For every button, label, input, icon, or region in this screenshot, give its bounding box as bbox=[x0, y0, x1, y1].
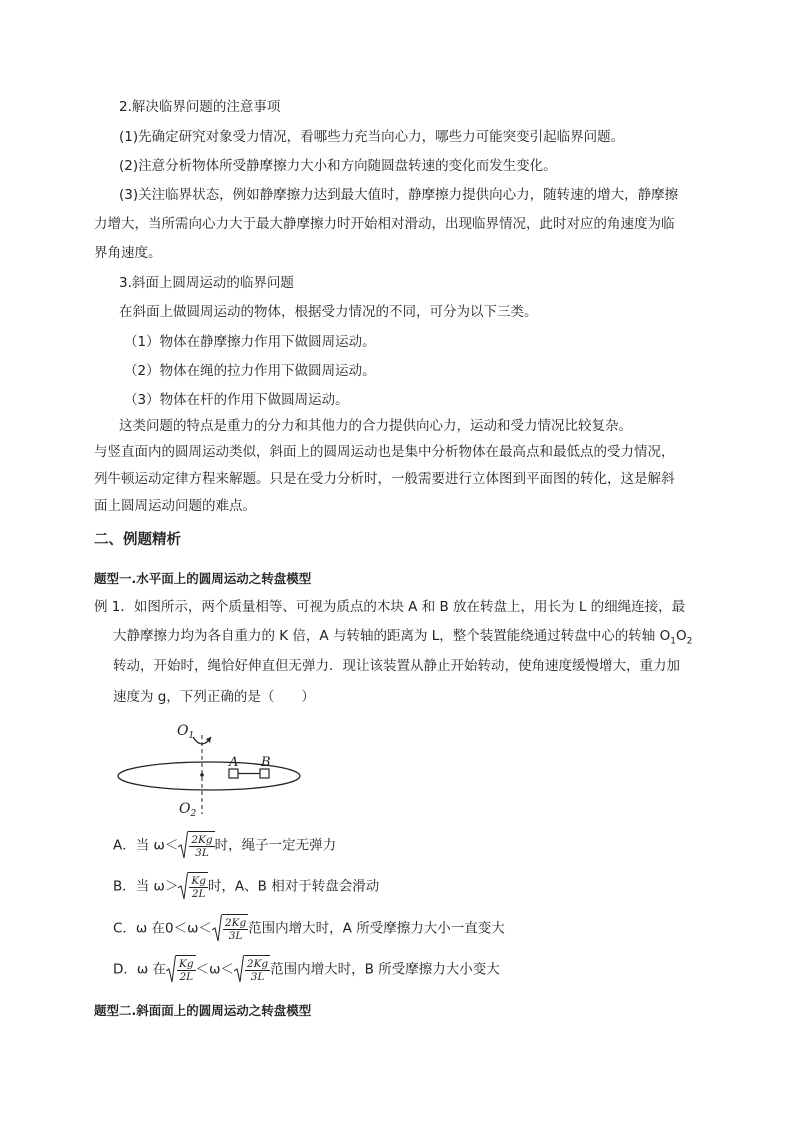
sqrt-kg-2l: $\frac{Kg}{2L}$ bbox=[178, 872, 208, 901]
paragraph-3-line-1: (3)关注临界状态，例如静摩擦力达到最大值时，静摩擦力提供向心力，随转速的增大，静摩擦 bbox=[119, 187, 679, 203]
question-type-2-title: 题型二.斜面面上的圆周运动之转盘模型 bbox=[94, 1003, 312, 1018]
block-a-label: A bbox=[229, 755, 239, 770]
paragraph-6-line-2: 列牛顿运动定律方程来解题。只是在受力分析时，一般需要进行立体图到平面图的转化，这是解斜 bbox=[94, 471, 675, 487]
heading-incline-critical: 3.斜面上圆周运动的临界问题 bbox=[119, 275, 294, 291]
example-1-line-3: 转动，开始时，绳恰好伸直但无弹力．现让该装置从静止开始转动，使角速度缓慢增大，重力加 bbox=[113, 658, 680, 674]
center-point bbox=[200, 773, 204, 777]
sqrt-2kg-3l: $\frac{2Kg}{3L}$ bbox=[212, 914, 248, 943]
question-type-1-title: 题型一.水平面上的圆周运动之转盘模型 bbox=[94, 571, 312, 586]
paragraph-5: 这类问题的特点是重力的分力和其他力的合力提供向心力，运动和受力情况比较复杂。 bbox=[119, 418, 632, 434]
list-item-2: （2）物体在绳的拉力作用下做圆周运动。 bbox=[124, 363, 376, 379]
sqrt-2kg-3l: $\frac{2Kg}{3L}$ bbox=[234, 955, 270, 984]
paragraph-6-line-1: 与竖直面内的圆周运动类似，斜面上的圆周运动也是集中分析物体在最高点和最低点的受力情况， bbox=[94, 444, 675, 460]
paragraph-4: 在斜面上做圆周运动的物体，根据受力情况的不同，可分为以下三类。 bbox=[119, 304, 538, 320]
option-a[interactable]: A．当 ω＜ $\frac{2Kg}{3L}$ 时，绳子一定无弹力 bbox=[113, 831, 336, 860]
paragraph-6-line-3: 面上圆周运动问题的难点。 bbox=[94, 498, 256, 514]
list-item-3: （3）物体在杆的作用下做圆周运动。 bbox=[124, 392, 349, 408]
block-b bbox=[260, 769, 269, 778]
sqrt-2kg-3l: $\frac{2Kg}{3L}$ bbox=[178, 831, 214, 860]
turntable-disc bbox=[118, 762, 300, 790]
section-title-examples: 二、例题精析 bbox=[94, 532, 181, 548]
turntable-figure bbox=[110, 718, 310, 822]
block-b-label: B bbox=[261, 755, 271, 770]
example-1-line-4: 速度为 g，下列正确的是（ ） bbox=[113, 689, 315, 705]
option-b[interactable]: B．当 ω＞ $\frac{Kg}{2L}$ 时，A、B 相对于转盘会滑动 bbox=[113, 872, 379, 901]
paragraph-2: (2)注意分析物体所受静摩擦力大小和方向随圆盘转速的变化而发生变化。 bbox=[119, 158, 557, 174]
paragraph-3-line-2: 力增大，当所需向心力大于最大静摩擦力时开始相对滑动，出现临界情况，此时对应的角速度为临 bbox=[94, 216, 675, 232]
sqrt-kg-2l: $\frac{Kg}{2L}$ bbox=[166, 955, 196, 984]
block-a bbox=[229, 769, 238, 778]
paragraph-3-line-3: 界角速度。 bbox=[94, 245, 162, 261]
list-item-1: （1）物体在静摩擦力作用下做圆周运动。 bbox=[124, 334, 376, 350]
example-1-line-2: 大静摩擦力均为各自重力的 K 倍，A 与转轴的距离为 L，整个装置能绕通过转盘中心的转轴 $O_1O_2$ bbox=[113, 628, 693, 647]
option-d[interactable]: D．ω 在 $\frac{Kg}{2L}$ ＜ω＜ $\frac{2Kg}{3L}$ 范围内增大时，B 所受摩擦力大小变大 bbox=[113, 955, 500, 984]
option-c[interactable]: C．ω 在0＜ω＜ $\frac{2Kg}{3L}$ 范围内增大时，A 所受摩擦力大小一直变大 bbox=[113, 914, 505, 943]
paragraph-1: (1)先确定研究对象受力情况，看哪些力充当向心力，哪些力可能突变引起临界问题。 bbox=[119, 129, 625, 145]
axis-label-o1: $O_1$ bbox=[177, 723, 195, 741]
axis-label-o2: $O_2$ bbox=[179, 801, 197, 819]
heading-critical-notes: 2.解决临界问题的注意事项 bbox=[119, 99, 281, 115]
example-1-line-1: 例 1．如图所示，两个质量相等、可视为质点的木块 A 和 B 放在转盘上，用长为 L 的细绳连接，最 bbox=[94, 599, 686, 615]
